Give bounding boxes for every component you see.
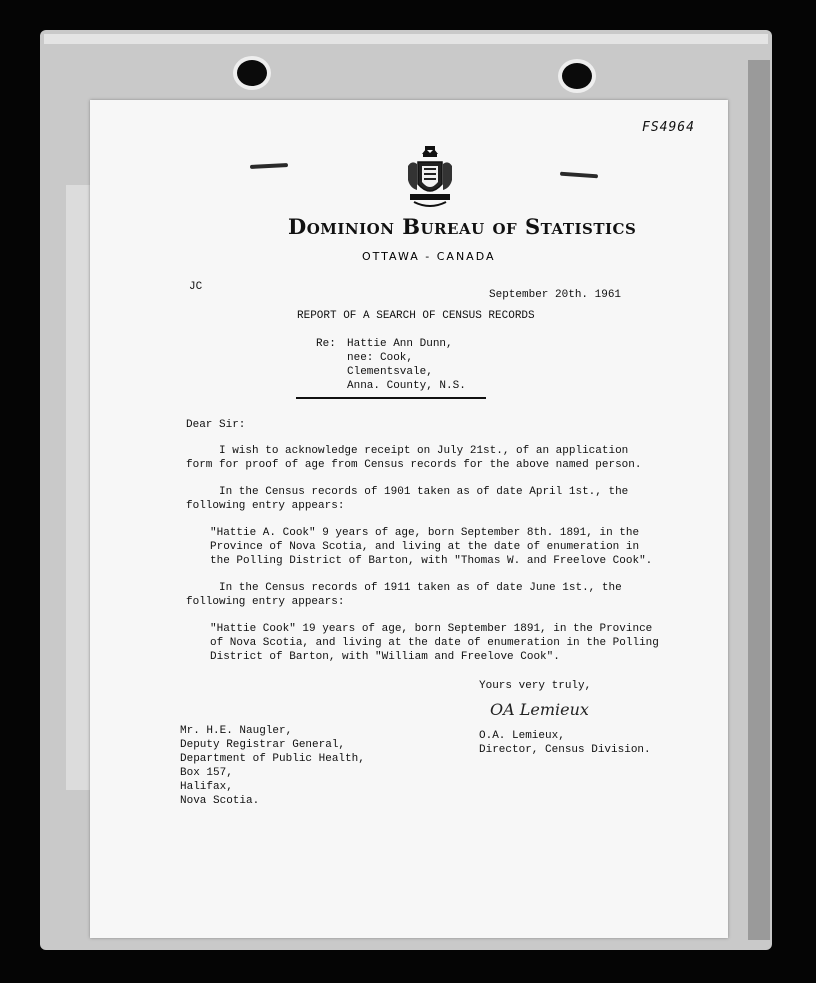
paragraph-line: form for proof of age from Census records for the above named person.: [186, 459, 642, 471]
paragraph-line: "Hattie Cook" 19 years of age, born September 1891, in the Province: [210, 623, 653, 635]
letter-date: September 20th. 1961: [489, 289, 622, 301]
letterhead-location: OTTAWA - CANADA: [362, 250, 496, 263]
recipient-line: Department of Public Health,: [180, 753, 365, 765]
coat-of-arms-icon: [404, 144, 456, 212]
staple-right: [560, 172, 598, 179]
re-line: nee: Cook,: [347, 352, 414, 364]
paragraph-line: of Nova Scotia, and living at the date of enumeration in the Polling: [210, 637, 659, 649]
punch-hole-right: [558, 59, 596, 93]
recipient-line: Nova Scotia.: [180, 795, 260, 807]
signer-title: Director, Census Division.: [479, 744, 651, 756]
report-title: REPORT OF A SEARCH OF CENSUS RECORDS: [297, 310, 535, 322]
recipient-line: Mr. H.E. Naugler,: [180, 725, 293, 737]
board-right-strip: [748, 60, 770, 940]
paragraph-line: In the Census records of 1901 taken as of date April 1st., the: [186, 486, 629, 498]
letter-page: [90, 100, 728, 938]
re-line: Clementsvale,: [347, 366, 433, 378]
recipient-line: Box 157,: [180, 767, 233, 779]
file-number: FS4964: [642, 120, 695, 135]
staple-left: [250, 163, 288, 169]
letterhead-title: Dominion Bureau of Statistics: [288, 214, 637, 239]
paragraph-line: the Polling District of Barton, with "Thomas W. and Freelove Cook".: [210, 555, 653, 567]
paragraph-line: following entry appears:: [186, 596, 345, 608]
paragraph-line: "Hattie A. Cook" 9 years of age, born September 8th. 1891, in the: [210, 527, 640, 539]
signer-name: O.A. Lemieux,: [479, 730, 565, 742]
re-line: Hattie Ann Dunn,: [347, 338, 453, 350]
paragraph-line: I wish to acknowledge receipt on July 21st., of an application: [186, 445, 629, 457]
signature: OA Lemieux: [490, 700, 589, 719]
re-line: Anna. County, N.S.: [347, 380, 466, 392]
recipient-line: Halifax,: [180, 781, 233, 793]
divider-rule: [296, 397, 486, 399]
re-label: Re:: [316, 338, 336, 350]
paragraph-line: Province of Nova Scotia, and living at the date of enumeration in: [210, 541, 640, 553]
closing: Yours very truly,: [479, 680, 592, 692]
punch-hole-left: [233, 56, 271, 90]
paragraph-line: following entry appears:: [186, 500, 345, 512]
paragraph-line: In the Census records of 1911 taken as of date June 1st., the: [186, 582, 622, 594]
board-top-edge: [44, 34, 768, 44]
paragraph-line: District of Barton, with "William and Freelove Cook".: [210, 651, 560, 663]
recipient-line: Deputy Registrar General,: [180, 739, 346, 751]
initials: JC: [189, 281, 203, 293]
salutation: Dear Sir:: [186, 419, 246, 431]
